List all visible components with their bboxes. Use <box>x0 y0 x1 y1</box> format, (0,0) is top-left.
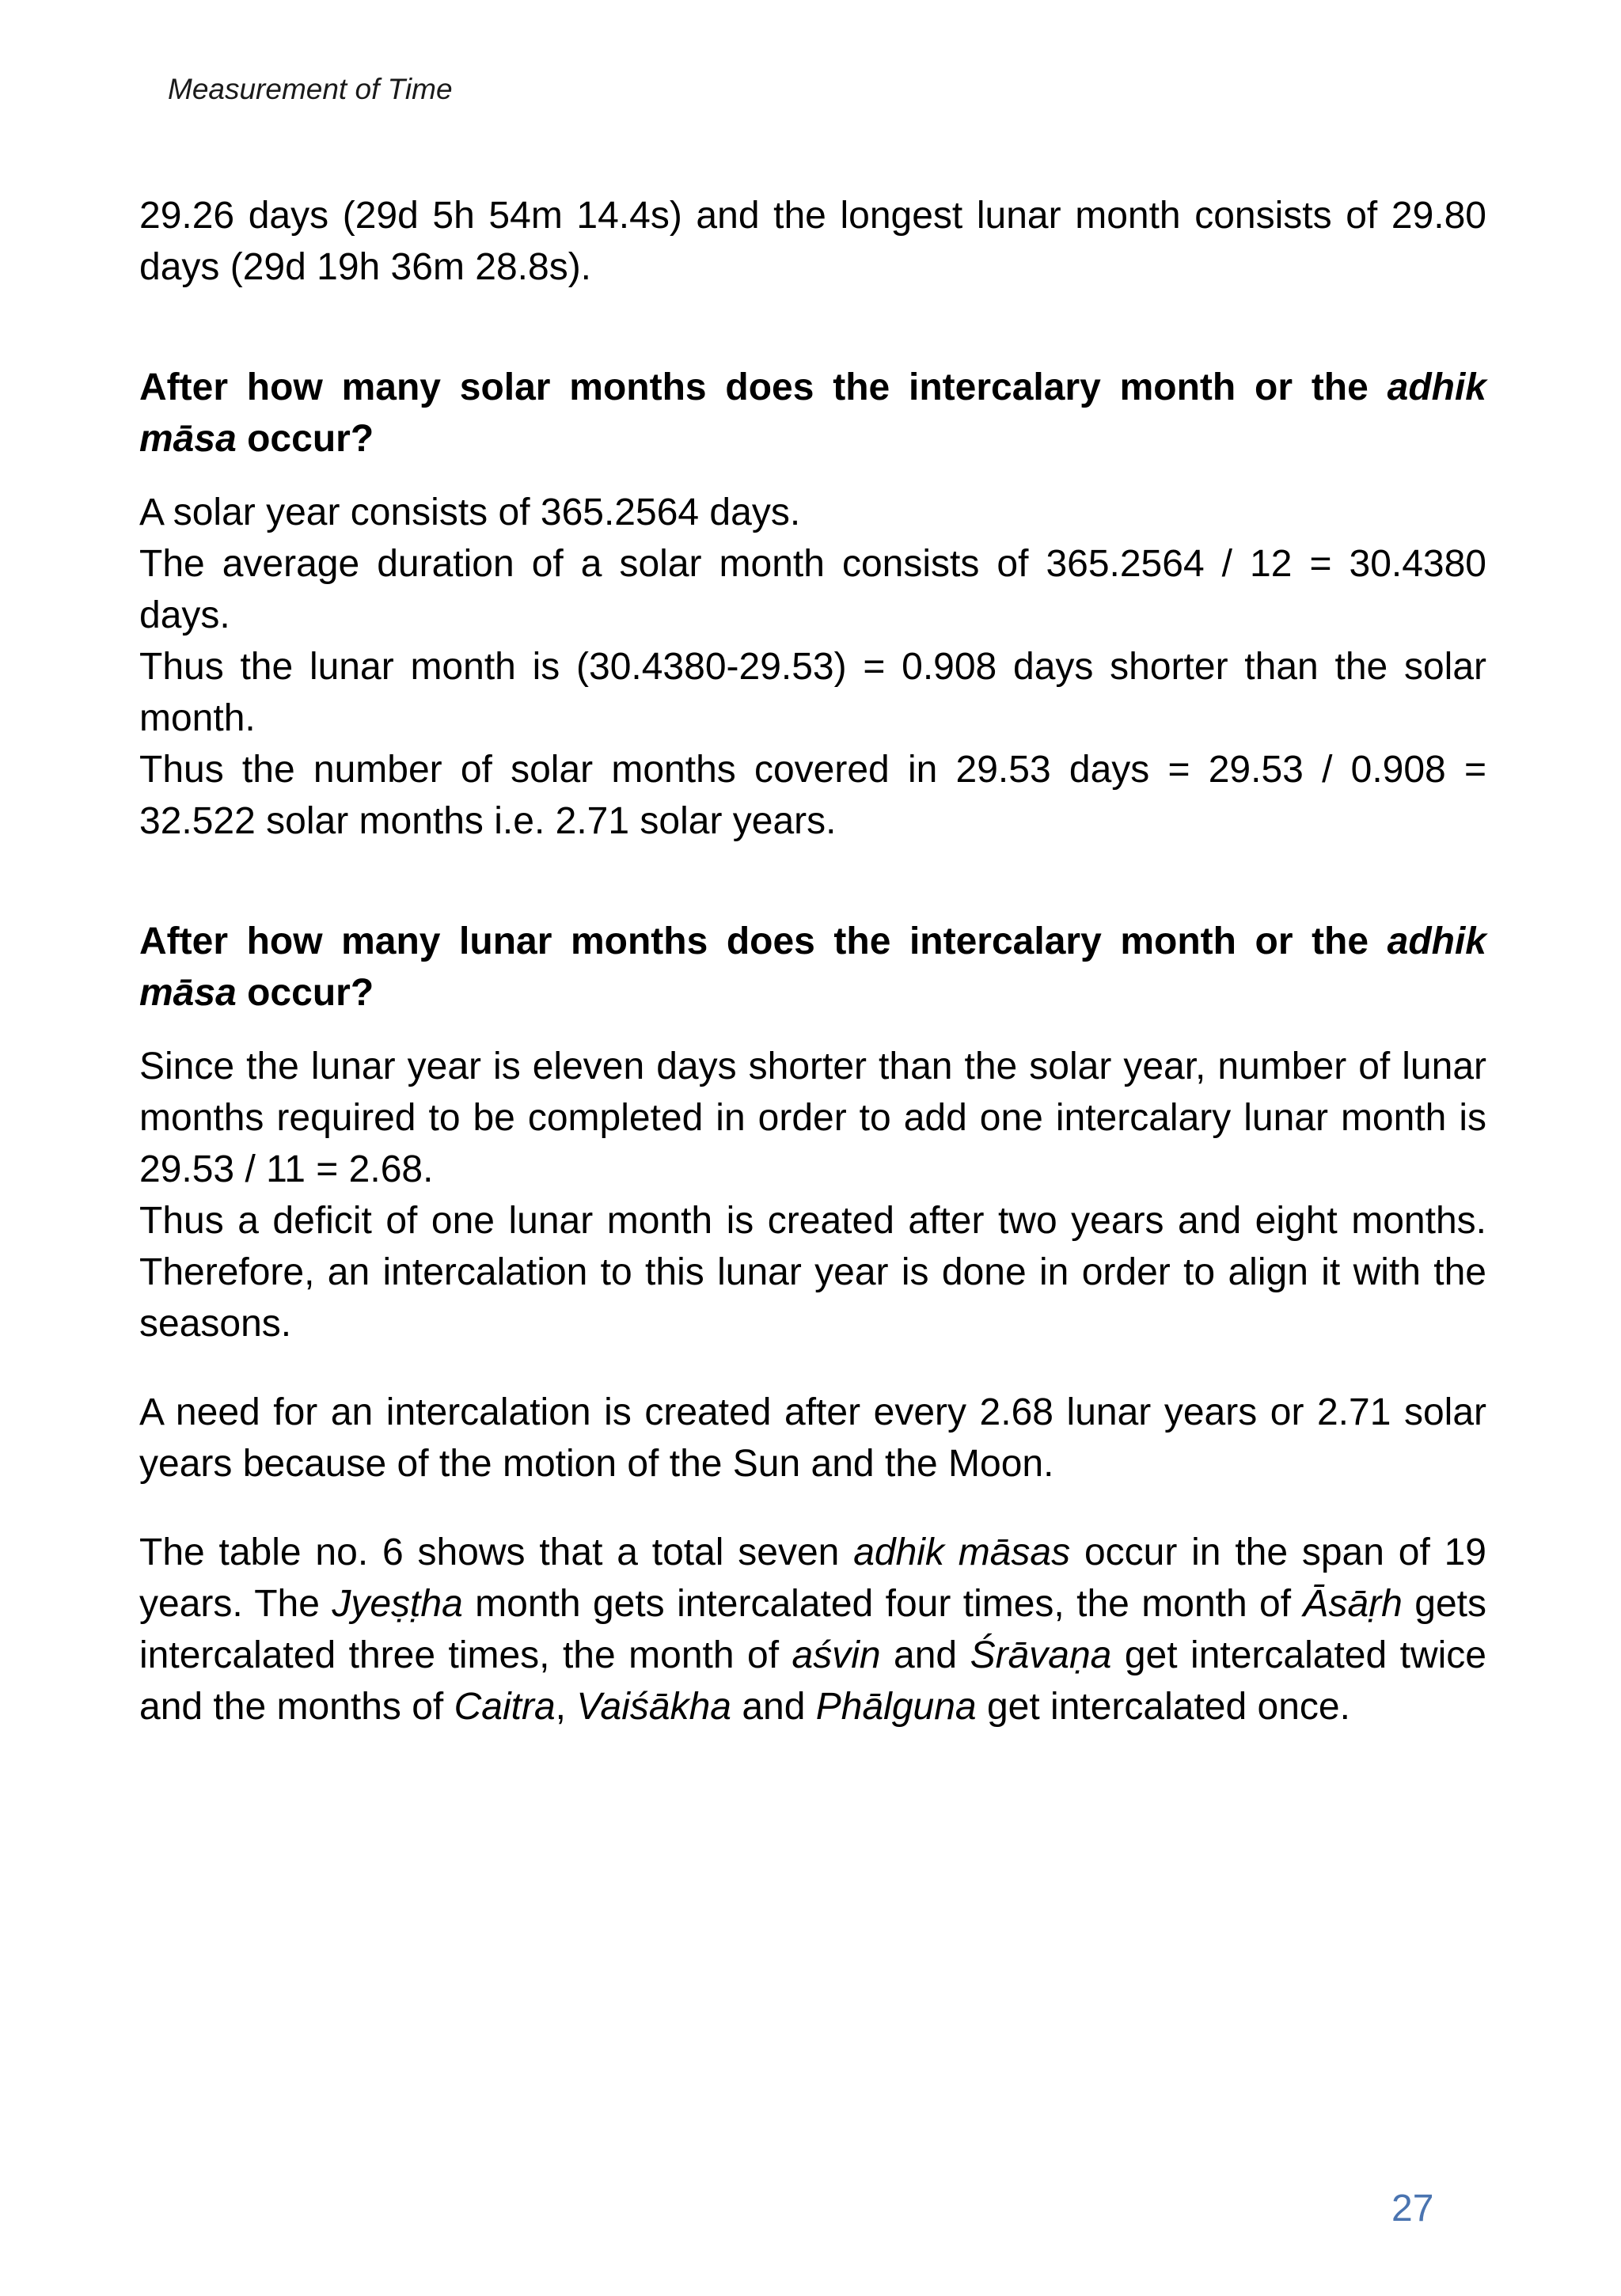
answer-solar <box>139 487 1486 847</box>
answer-lunar <box>139 1041 1486 1349</box>
question-heading-lunar: After how many lunar months does the intercalary month or the adhik māsa occur? <box>139 920 1486 1014</box>
running-title: Measurement of Time <box>168 73 453 105</box>
answer-line: Thus the number of solar months covered in 29.53 days = 29.53 / 0.908 = 32.522 solar months i.e. 2.71 solar years. <box>139 749 1486 842</box>
page-number: 27 <box>1391 2188 1434 2230</box>
answer-line: A solar year consists of 365.2564 days. <box>139 491 801 533</box>
page-body <box>139 190 1486 1732</box>
term-adhik-masa: adhik māsa <box>139 366 1486 460</box>
answer-line: The average duration of a solar month consists of 365.2564 / 12 = 30.4380 days. <box>139 543 1486 636</box>
question-heading-solar: After how many solar months does the intercalary month or the adhik māsa occur? <box>139 366 1486 460</box>
answer-line: Thus the lunar month is (30.4380-29.53) = 0.908 days shorter than the solar month. <box>139 646 1486 739</box>
paragraph-table-summary: The table no. 6 shows that a total seven adhik māsas occur in the span of 19 years. The Jyeṣṭha month gets intercalated four times, the month of Āsāṛh gets intercalated three times, the month of aśvin and Śrāvaṇa get intercalated twice and the months of Caitra, Vaiśākha and Phālguna get intercalated once. <box>139 1531 1487 1728</box>
paragraph-intercalation-need: A need for an intercalation is created after every 2.68 lunar years or 2.71 solar years because of the motion of the Sun and the Moon. <box>139 1391 1486 1485</box>
paragraph-continued: 29.26 days (29d 5h 54m 14.4s) and the longest lunar month consists of 29.80 days (29d 19h 36m 28.8s). <box>139 195 1486 288</box>
term-adhik-masa: adhik māsa <box>139 920 1486 1014</box>
answer-line: Since the lunar year is eleven days shorter than the solar year, number of lunar months required to be completed in order to add one intercalary lunar month is 29.53 / 11 = 2.68. <box>139 1046 1486 1190</box>
answer-line: Thus a deficit of one lunar month is created after two years and eight months. Therefore, an intercalation to this lunar year is done in order to align it with the seasons. <box>139 1200 1486 1345</box>
